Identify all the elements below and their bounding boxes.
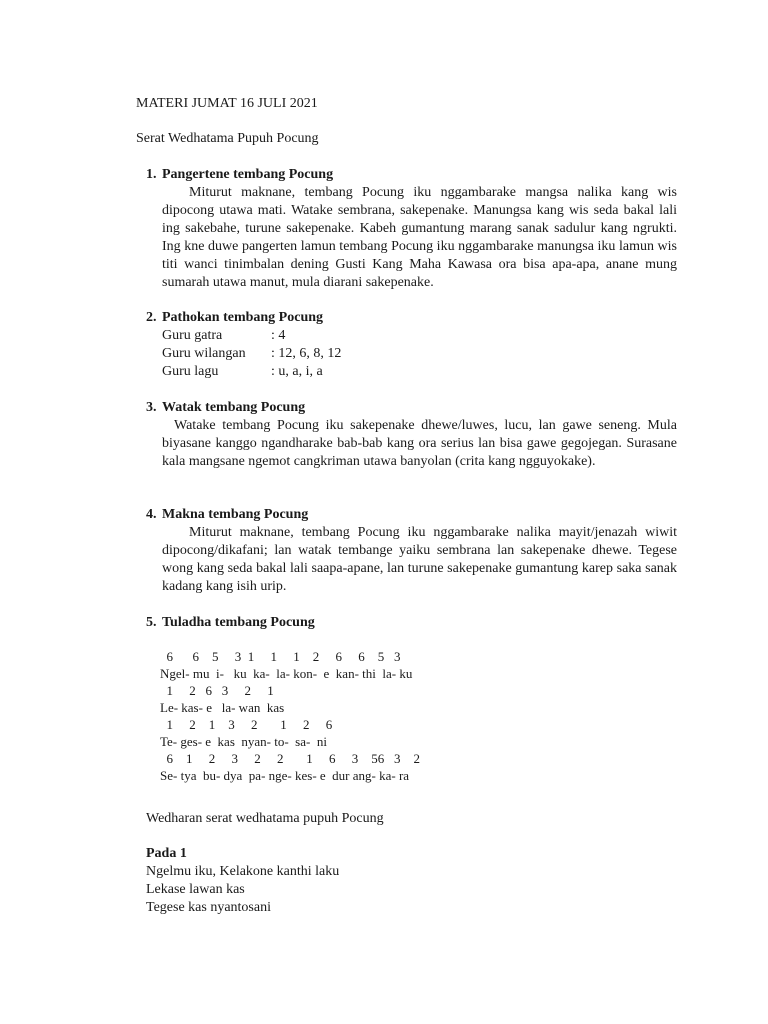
section-1-heading: Pangertene tembang Pocung [162, 167, 334, 182]
section-5-number: 5. [146, 615, 157, 630]
notation-lyrics: Te- ges- e kas nyan- to- sa- ni [160, 734, 327, 749]
pada-heading: Pada 1 [146, 846, 187, 861]
notation-notes: 1 2 6 3 2 1 [160, 683, 274, 698]
section-3-number: 3. [146, 400, 157, 415]
rule-value: : 12, 6, 8, 12 [271, 346, 342, 361]
notation-lyrics: Ngel- mu i- ku ka- la- kon- e kan- thi la- ku [160, 666, 413, 681]
rule-label: Guru lagu [162, 364, 219, 379]
rule-label: Guru wilangan [162, 346, 246, 361]
pada-line: Lekase lawan kas [146, 882, 245, 897]
section-3-body [162, 417, 677, 471]
section-3-text: Watake tembang Pocung iku sakepenake dhewe/luwes, lucu, lan gawe seneng. Mula biyasane kanggo ngandharake bab-bab kang ora serius lan bisa gawe gegojegan. Surasane kala mangsane ngemot cangkriman utawa banyolan (crita kang ngguyokake). [162, 418, 677, 469]
rule-value: : u, a, i, a [271, 364, 323, 379]
notation-notes: 1 2 1 3 2 1 2 6 [160, 717, 333, 732]
document-title: MATERI JUMAT 16 JULI 2021 [136, 96, 318, 111]
section-4-body [162, 524, 677, 596]
notation-lyrics: Se- tya bu- dya pa- nge- kes- e dur ang- ka- ra [160, 768, 410, 783]
section-4-number: 4. [146, 507, 157, 522]
section-3-heading: Watak tembang Pocung [162, 400, 306, 415]
section-1-number: 1. [146, 167, 157, 182]
section-2-number: 2. [146, 310, 157, 325]
section-1-body [162, 184, 677, 292]
wedharan-heading: Wedharan serat wedhatama pupuh Pocung [146, 811, 384, 826]
section-4-text: Miturut maknane, tembang Pocung iku nggambarake nalika mayit/jenazah wiwit dipocong/dikafani; lan watak tembange yaiku sembrana lan sakepenake dhewe. Tegese wong kang seda bakal lali saapa-apane, lan turune sakepenake gumantung karep saka sanak kadang kang isih urip. [162, 525, 677, 594]
section-4-heading: Makna tembang Pocung [162, 507, 309, 522]
notation-lyrics: Le- kas- e la- wan kas [160, 700, 285, 715]
notation-block [160, 648, 420, 784]
notation-notes: 6 1 2 3 2 2 1 6 3 56 3 2 [160, 751, 420, 766]
section-1-text: Miturut maknane, tembang Pocung iku nggambarake mangsa nalika kang wis dipocong utawa mati. Watake sembrana, sakepenake. Manungsa kang wis seda bakal lali ing sakebahe, turune sakepenake. Kabeh gumantung marang sanak sadulur kang ngrukti. Ing kne duwe pangerten lamun tembang Pocung iku nggambarake manungsa iku lamun wis titi wanci tinimbalan dening Gusti Kang Maha Kawasa ora bisa apa-apa, anane mung sumarah utawa manut, mula diarani sakepenake. [162, 185, 677, 290]
section-2-heading: Pathokan tembang Pocung [162, 310, 324, 325]
rule-value: : 4 [271, 328, 286, 343]
document-subtitle: Serat Wedhatama Pupuh Pocung [136, 131, 319, 146]
pada-line: Ngelmu iku, Kelakone kanthi laku [146, 864, 340, 879]
rule-label: Guru gatra [162, 328, 223, 343]
notation-notes: 6 6 5 3 1 1 1 2 6 6 5 3 [160, 649, 401, 664]
section-5-heading: Tuladha tembang Pocung [162, 615, 315, 630]
pada-line: Tegese kas nyantosani [146, 900, 271, 915]
